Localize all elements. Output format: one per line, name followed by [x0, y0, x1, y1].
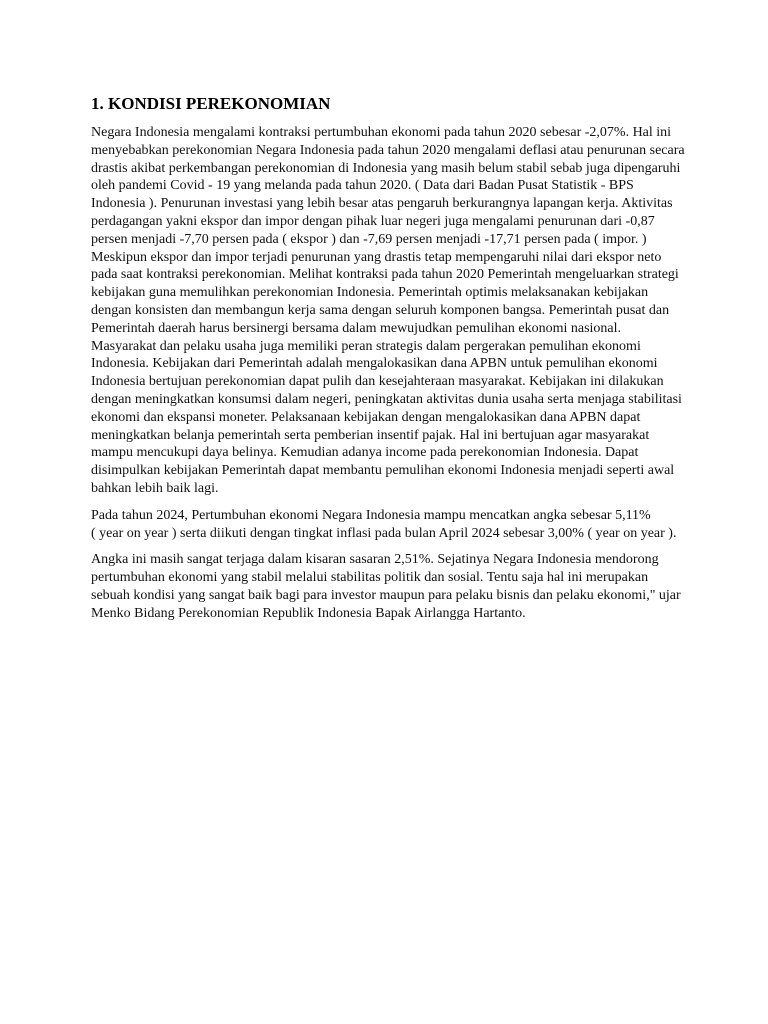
body-paragraph — [91, 507, 681, 543]
text-line: Menko Bidang Perekonomian Republik Indonesia Bapak Airlangga Hartanto. — [91, 605, 526, 621]
text-line: ekonomi dan ekspansi moneter. Pelaksanaan kebijakan dengan mengalokasikan dana APBN dapat — [91, 409, 641, 425]
text-line: Pemerintah daerah harus bersinergi bersama dalam mewujudkan pemulihan ekonomi nasional. — [91, 320, 622, 336]
text-line: mampu mencukupi daya belinya. Kemudian adanya income pada perekonomian Indonesia. Dapat — [91, 445, 639, 461]
text-line: menyebabkan perekonomian Negara Indonesia pada tahun 2020 mengalami deflasi atau penurunan secara — [91, 142, 685, 158]
text-line: meningkatkan belanja pemerintah serta pemberian insentif pajak. Hal ini bertujuan agar masyarakat — [91, 427, 650, 443]
section-heading: 1. KONDISI PEREKONOMIAN — [91, 94, 331, 113]
text-line: persen menjadi -7,70 persen pada ( ekspor ) dan -7,69 persen menjadi -17,71 persen pada ( impor. ) — [91, 231, 647, 247]
text-line: sebuah kondisi yang sangat baik bagi para investor maupun para pelaku bisnis dan pelaku ekonomi," ujar — [91, 587, 681, 603]
text-line: pada saat kontraksi perekonomian. Melihat kontraksi pada tahun 2020 Pemerintah mengeluarkan strategi — [91, 267, 679, 283]
text-line: pertumbuhan ekonomi yang stabil melalui stabilitas politik dan sosial. Tentu saja hal ini merupakan — [91, 570, 649, 586]
text-line: dengan konsisten dan membangun kerja sama dengan seluruh komponen bangsa. Pemerintah pusat dan — [91, 302, 670, 318]
text-line: Negara Indonesia mengalami kontraksi pertumbuhan ekonomi pada tahun 2020 sebesar -2,07%. Hal ini — [91, 125, 672, 140]
text-line: Meskipun ekspor dan impor terjadi penurunan yang drastis tetap mempengaruhi nilai dari ekspor neto — [91, 249, 662, 265]
paragraph-list — [91, 124, 685, 623]
text-line: Angka ini masih sangat terjaga dalam kisaran sasaran 2,51%. Sejatinya Negara Indonesia mendorong — [91, 552, 659, 568]
text-line: ( year on year ) serta diikuti dengan tingkat inflasi pada bulan April 2024 sebesar 3,00% ( year on year ). — [91, 525, 677, 541]
text-line: Indonesia bertujuan perekonomian dapat pulih dan kesejahteraan masyarakat. Kebijakan ini dilakukan — [91, 374, 664, 390]
text-line: bahkan lebih baik lagi. — [91, 480, 219, 496]
body-paragraph — [91, 124, 685, 498]
text-line: oleh pandemi Covid - 19 yang melanda pada tahun 2020. ( Data dari Badan Pusat Statistik - BPS — [91, 178, 634, 194]
text-line: disimpulkan kebijakan Pemerintah dapat membantu pemulihan ekonomi Indonesia menjadi seperti awal — [91, 463, 675, 479]
text-line: Pada tahun 2024, Pertumbuhan ekonomi Negara Indonesia mampu mencatkan angka sebesar 5,11% — [91, 507, 651, 523]
text-line: kebijakan guna memulihkan perekonomian Indonesia. Pemerintah optimis melaksanakan kebijakan — [91, 285, 649, 301]
body-paragraph — [91, 551, 681, 622]
text-line: Masyarakat dan pelaku usaha juga memiliki peran strategis dalam pergerakan pemulihan ekonomi — [91, 338, 641, 354]
document-content — [91, 94, 685, 632]
text-line: perdagangan yakni ekspor dan impor dengan pihak luar negeri juga mengalami penurunan dari -0,87 — [91, 213, 655, 229]
text-line: dengan meningkatkan konsumsi dalam negeri, peningkatan aktivitas dunia usaha serta menjaga stabilitasi — [91, 391, 682, 407]
text-line: Indonesia ). Penurunan investasi yang lebih besar atas pengaruh berkurangnya lapangan kerja. Aktivitas — [91, 196, 673, 212]
text-line: drastis akibat perkembangan perekonomian di Indonesia yang masih belum stabil sebab juga dipengaruhi — [91, 160, 681, 176]
text-line: Indonesia. Kebijakan dari Pemerintah adalah mengalokasikan dana APBN untuk pemulihan ekonomi — [91, 356, 658, 372]
